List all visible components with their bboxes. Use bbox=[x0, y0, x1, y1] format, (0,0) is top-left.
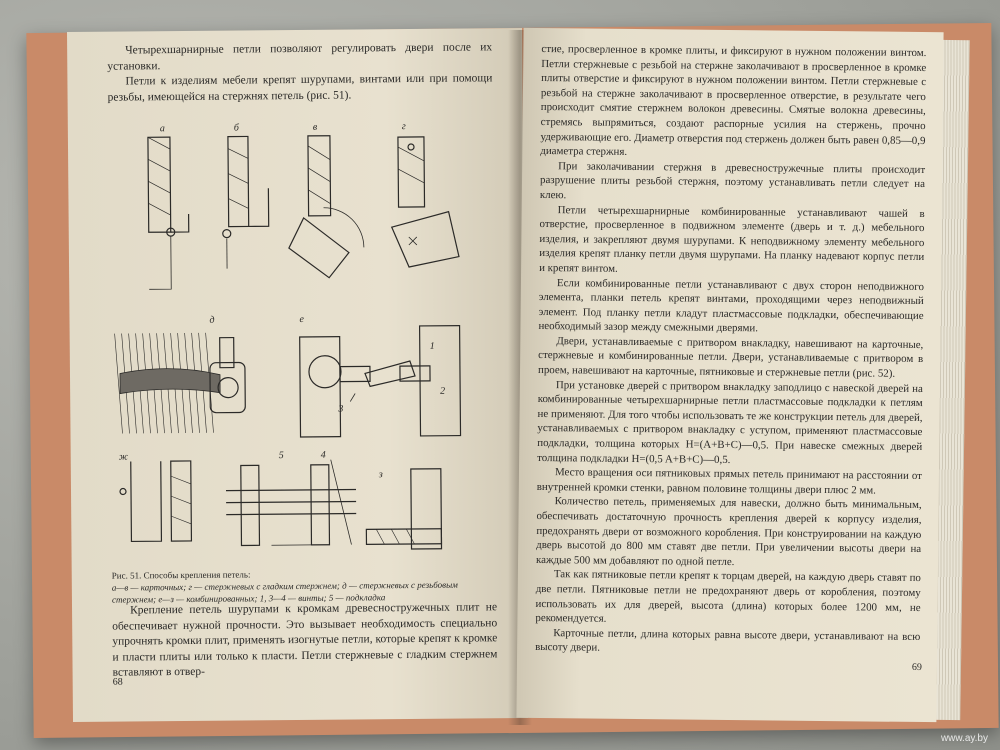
caption-title: Рис. 51. Способы крепления петель: bbox=[111, 569, 251, 581]
right-body bbox=[535, 42, 926, 659]
left-intro bbox=[107, 40, 493, 106]
right-paragraph-5: Двери, устанавливаемые с притвором внакладку, навешивают на карточные, стержневые и комбинированные петли. Двери, устанавливаемые с притвором в проем, навешивают на карточные, пятниковые и стержневые петли (рис. 52). bbox=[537, 335, 924, 380]
page-number-right: 69 bbox=[911, 661, 923, 674]
right-paragraph-3: Петли четырехшарнирные комбинированные устанавливают чашей в отверстие, просверленное в подвижном элементе (дверь и т. д.) мебельного изделия, и закрепляют двумя шурупами. К неподвижному элементу мебельного изделия крепят планку петли двумя шурупами. На планку надевают корпус петли и крепят винтом. bbox=[539, 203, 925, 275]
right-page bbox=[516, 28, 943, 722]
right-paragraph-10: Карточные петли, длина которых равна высоте двери, устанавливают на всю высоту двери. bbox=[535, 626, 921, 654]
left-body bbox=[112, 600, 498, 681]
label-g: г bbox=[401, 121, 406, 133]
right-paragraph-4: Если комбинированные петли устанавливают с двух сторон неподвижного элемента, планки петель крепят винтами, проходящими через неподвижный элемент. Под планку петли кладут пластмассовые подкладки, обеспечивающие необходимый зазор между смежными дверями. bbox=[538, 276, 924, 335]
left-body-paragraph: Крепление петель шурупами к кромкам древесностружечных плит не обеспечивает нужной прочности. Это вызывает необходимость специально упрочнять кромки плит, применять изогнутые петли, которые крепят к кромке и пласти плиты или только к пласти. Петли стержневые с гладким стержнем вставляют в отвер- bbox=[112, 601, 498, 679]
label-2: 2 bbox=[440, 385, 446, 397]
caption-body: а—в — карточных; г — стержневых с гладким стержнем; д — стержневых с резьбовым стержнем; е—з — комбинированных; 1, 3—4 — винты; 5 — подкладка bbox=[111, 579, 458, 605]
left-page bbox=[67, 28, 528, 722]
label-zh: ж bbox=[118, 451, 129, 463]
figure-row-3 bbox=[111, 448, 502, 561]
label-a: а bbox=[159, 123, 165, 135]
figure-caption bbox=[112, 566, 497, 605]
label-3: 3 bbox=[338, 403, 344, 415]
right-paragraph-6: При установке дверей с притвором внакладку заподлицо с навеской дверей на комбинированные четырехшарнирные петли пластмассовые подкладки к петлям не применяют. Для того чтобы использовать те же конструкции петель для дверей, устанавливаемых с притвором внакладку с уступом, применяют пластмассовые подкладки, толщина которых H=(A+B+C)—0,5. При навеске смежных дверей толщина подкладки H=(0,5 A+B+C)—0,5. bbox=[537, 378, 923, 466]
figure-row-2 bbox=[109, 310, 500, 443]
label-4: 4 bbox=[320, 449, 326, 461]
right-paragraph-9: Так как пятниковые петли крепят к торцам дверей, на каждую дверь ставят по две петли. Пятниковые петли не предохраняют дверь от коробления, поэтому использовать их для дверей, высота (длина) которых более 1200 мм, не рекомендуется. bbox=[535, 568, 921, 625]
label-z: з bbox=[378, 469, 383, 481]
label-e: е bbox=[299, 313, 305, 325]
right-paragraph-7: Место вращения оси пятниковых прямых петель принимают на расстоянии от внутренней кромки стенки, равном половине толщины двери плюс 2 мм. bbox=[536, 466, 923, 497]
page-number-left: 68 bbox=[112, 676, 123, 688]
intro-line-1: Четырехшарнирные петли позволяют регулировать двери после их установки. bbox=[107, 41, 493, 73]
figure-row-1 bbox=[108, 116, 500, 309]
label-5: 5 bbox=[278, 450, 284, 462]
right-paragraph-8: Количество петель, применяемых для навески, должно быть минимальным, обеспечивать достаточную прочность крепления дверей к корпусу изделия, предохранять двери от возможного коробления. При конструировании на каждую дверь высотой до 800 мм ставят две петли. При увеличении высоты двери на каждые 500 мм добавляют по одной петле. bbox=[535, 495, 922, 568]
label-d: д bbox=[209, 314, 215, 326]
label-1: 1 bbox=[429, 340, 435, 352]
watermark: www.ay.by bbox=[940, 733, 988, 744]
label-v: в bbox=[312, 121, 318, 133]
right-paragraph-1: стие, просверленное в кромке плиты, и фиксируют в нужном положении винтом. Петли стержневые с резьбой на стержне заколачивают в просверленное в кромке плиты отверстие и фиксируют в нужном положении винтом. Петли стержневые с резьбой на стержне заколачивают в просверленное отверстие, в результате чего происходит смятие стержнем волокон древесины. Смятые волокна древесины, стремясь выпрямиться, создают распорные усилия на стержень, прочно удерживающие его. Диаметр отверстия под стержень должен быть равен 0,85—0,9 диаметра стержня. bbox=[540, 43, 927, 159]
intro-line-2: Петли к изделиям мебели крепят шурупами, винтами или при помощи резьбы, имеющейся на стержнях петель (рис. 51). bbox=[107, 72, 493, 104]
right-paragraph-2: При заколачивании стержня в древесностружечные плиты происходит разрушение плиты резьбой стержня, поэтому устанавливать петли следует на клею. bbox=[539, 159, 926, 202]
label-b: б bbox=[233, 122, 239, 134]
